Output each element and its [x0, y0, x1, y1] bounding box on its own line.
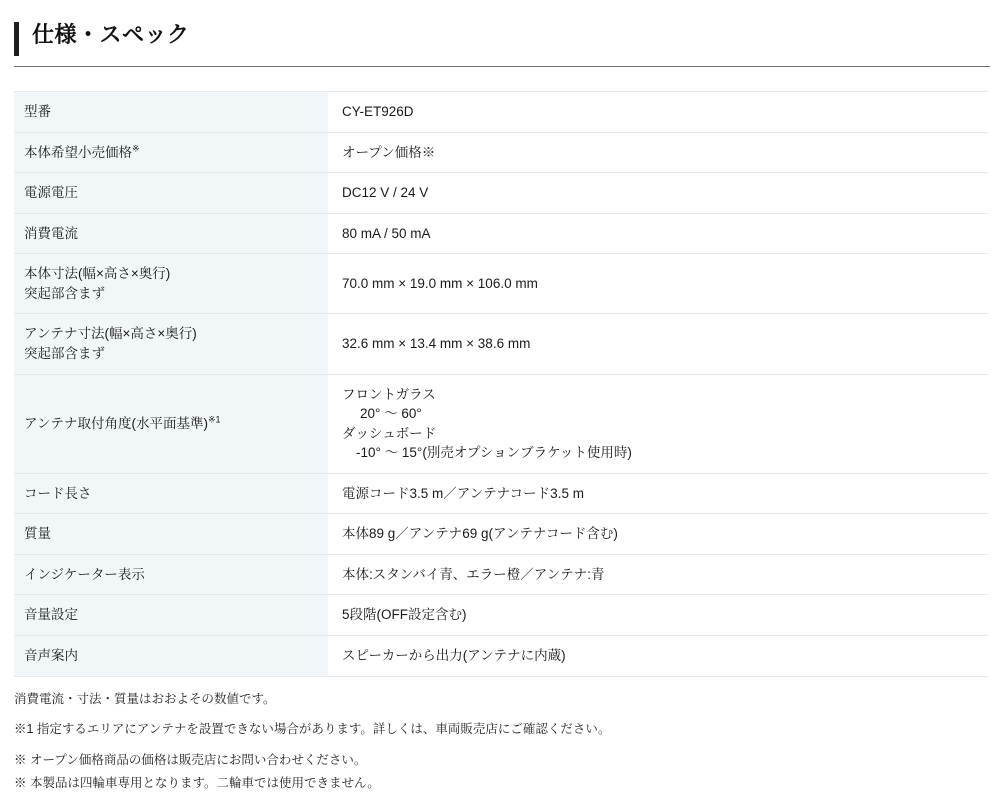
spec-value-line: スピーカーから出力(アンテナに内蔵) — [342, 648, 566, 663]
spec-table-body — [14, 92, 988, 677]
spec-label-text: インジケーター表示 — [24, 566, 145, 582]
spec-table — [14, 91, 988, 677]
spec-label-cell — [14, 473, 328, 514]
spec-value-line: 32.6 mm × 13.4 mm × 38.6 mm — [342, 336, 531, 352]
spec-label-text: 本体寸法(幅×高さ×奥行) — [24, 266, 171, 282]
spec-label-cell — [14, 636, 328, 677]
spec-label-cell — [14, 595, 328, 636]
spec-label-cell — [14, 314, 328, 374]
spec-label-text: アンテナ取付角度(水平面基準) — [24, 415, 208, 431]
spec-label-cell — [14, 554, 328, 595]
table-row — [14, 92, 988, 133]
spec-page — [0, 18, 1004, 791]
spec-value-cell — [328, 92, 988, 133]
spec-label-text: 本体希望小売価格 — [24, 144, 132, 160]
spec-label-cell — [14, 374, 328, 473]
spec-value-line: CY-ET926D — [342, 104, 414, 119]
spec-value-cell — [328, 314, 988, 374]
spec-label-cell — [14, 514, 328, 555]
table-row — [14, 554, 988, 595]
spec-value-cell — [328, 636, 988, 677]
spec-value-line: フロントガラス — [342, 386, 436, 402]
table-row — [14, 132, 988, 173]
spec-value-cell — [328, 173, 988, 214]
spec-value-line: オープン価格※ — [342, 144, 436, 160]
spec-label-text: 音量設定 — [24, 607, 78, 623]
spec-label-superscript: ※1 — [207, 414, 221, 425]
spec-value-cell — [328, 374, 988, 473]
spec-value-cell — [328, 132, 988, 173]
spec-value-line: DC12 V / 24 V — [342, 185, 429, 201]
spec-label-text: 型番 — [24, 104, 51, 119]
spec-value-cell — [328, 514, 988, 555]
spec-value-cell — [328, 254, 988, 314]
spec-value-cell — [328, 554, 988, 595]
spec-value-line: 本体:スタンバイ青、エラー橙／アンテナ:青 — [342, 566, 605, 582]
spec-value-line: 5段階(OFF設定含む) — [342, 607, 467, 623]
note-item: 消費電流・寸法・質量はおおよその数値です。 — [14, 691, 276, 706]
table-row — [14, 173, 988, 214]
spec-value-line: -10° ～ 15°(別売オプションブラケット使用時) — [356, 445, 632, 461]
spec-value-line: 20° ～ 60° — [360, 406, 422, 422]
spec-value-cell — [328, 213, 988, 254]
note-item: ※ オープン価格商品の価格は販売店にお問い合わせください。 — [14, 752, 367, 767]
spec-label-cell — [14, 213, 328, 254]
spec-label-cell — [14, 92, 328, 133]
page-title: 仕様・スペック — [32, 22, 190, 47]
spec-label-text: 消費電流 — [24, 225, 78, 241]
table-row — [14, 595, 988, 636]
note-item: ※ 本製品は四輪車専用となります。二輪車では使用できません。 — [14, 776, 380, 791]
table-row — [14, 314, 988, 374]
spec-label-subtext: 突起部含まず — [24, 345, 105, 361]
spec-value-line: 80 mA / 50 mA — [342, 225, 431, 241]
spec-label-cell — [14, 254, 328, 314]
accent-bar — [14, 22, 19, 56]
table-row — [14, 636, 988, 677]
spec-label-superscript: ※ — [132, 143, 140, 154]
table-row — [14, 374, 988, 473]
spec-value-line: ダッシュボード — [342, 425, 437, 441]
spec-label-text: 質量 — [24, 526, 51, 542]
spec-label-cell — [14, 132, 328, 173]
spec-label-text: 電源電圧 — [24, 185, 78, 201]
notes-section — [14, 691, 990, 793]
section-header — [14, 18, 990, 67]
spec-value-line: 本体89 g／アンテナ69 g(アンテナコード含む) — [342, 526, 618, 542]
spec-value-cell — [328, 473, 988, 514]
table-row — [14, 473, 988, 514]
spec-value-line: 電源コード3.5 m／アンテナコード3.5 m — [342, 485, 584, 501]
spec-label-subtext: 突起部含まず — [24, 285, 105, 301]
spec-label-text: コード長さ — [24, 485, 92, 501]
spec-label-text: 音声案内 — [24, 648, 78, 663]
spec-label-text: アンテナ寸法(幅×高さ×奥行) — [24, 326, 197, 342]
table-row — [14, 254, 988, 314]
spec-value-cell — [328, 595, 988, 636]
spec-label-cell — [14, 173, 328, 214]
table-row — [14, 514, 988, 555]
note-item: ※1 指定するエリアにアンテナを設置できない場合があります。詳しくは、車両販売店にご確認ください。 — [14, 722, 611, 737]
table-row — [14, 213, 988, 254]
spec-value-line: 70.0 mm × 19.0 mm × 106.0 mm — [342, 276, 538, 292]
